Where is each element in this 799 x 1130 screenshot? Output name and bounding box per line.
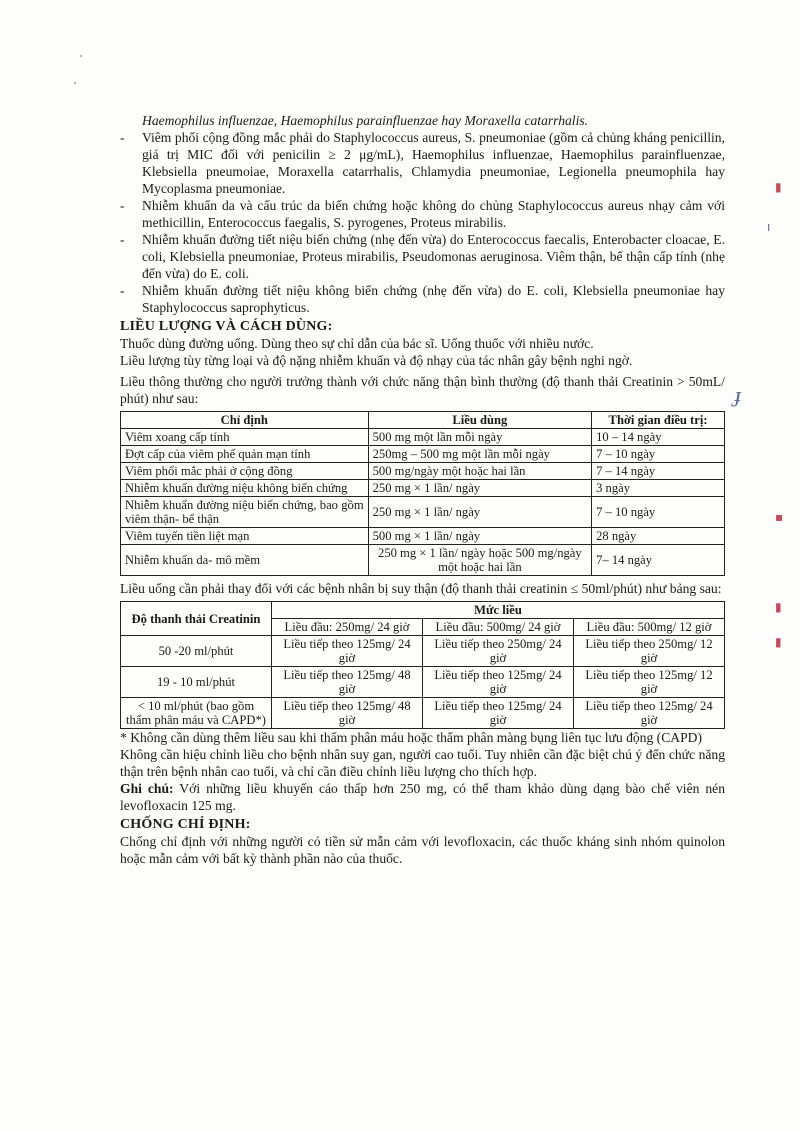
table-cell: Liều tiếp theo 125mg/ 24 giờ xyxy=(272,636,423,667)
table-cell: 10 – 14 ngày xyxy=(592,429,725,446)
margin-tick-icon: ı xyxy=(767,220,771,234)
table-cell: Liều tiếp theo 125mg/ 24 giờ xyxy=(423,667,574,698)
margin-marks xyxy=(755,180,795,680)
table-row xyxy=(121,497,725,528)
table-cell: Liều tiếp theo 125mg/ 12 giờ xyxy=(574,667,725,698)
table-cell: 250 mg × 1 lần/ ngày hoặc 500 mg/ngày một hoặc hai lần xyxy=(368,545,591,576)
note-text: Với những liều khuyến cáo thấp hơn 250 mg, có thể tham khảo dùng dạng bào chế viên nén levofloxacin 125 mg. xyxy=(120,781,725,813)
table-header-cell: Liều đầu: 500mg/ 12 giờ xyxy=(574,619,725,636)
table-header-row xyxy=(121,602,725,619)
table-row xyxy=(121,446,725,463)
table-cell: 3 ngày xyxy=(592,480,725,497)
note-label: Ghi chú: xyxy=(120,781,174,796)
renal-dosage-table xyxy=(120,601,725,729)
table-cell: Liều tiếp theo 250mg/ 12 giờ xyxy=(574,636,725,667)
dosage-paragraph: Liều thông thường cho người trưởng thành với chức năng thận bình thường (độ thanh thải Creatinin > 50mL/ phút) như sau: xyxy=(120,374,725,406)
table-row xyxy=(121,429,725,446)
table-cell: Viêm xoang cấp tính xyxy=(121,429,369,446)
table-header-row xyxy=(121,412,725,429)
section-heading-dosage: LIỀU LƯỢNG VÀ CÁCH DÙNG: xyxy=(120,319,333,334)
dosage-paragraph: Thuốc dùng đường uống. Dùng theo sự chỉ dẫn của bác sĩ. Uống thuốc với nhiều nước. xyxy=(120,336,594,351)
table-cell: Nhiễm khuẩn da- mô mềm xyxy=(121,545,369,576)
hepatic-paragraph: Không cần hiệu chỉnh liều cho bệnh nhân suy gan, người cao tuổi. Tuy nhiên cần đặc biệt chú ý đến chức năng thận trên bệnh nhân cao tuổi, và chỉ cần điều chỉnh liều lượng cho thích hợp. xyxy=(120,747,725,779)
margin-tick-icon: ▮ xyxy=(775,600,782,614)
table-header-cell: Thời gian điều trị: xyxy=(592,412,725,429)
footnote: * Không cần dùng thêm liều sau khi thẩm phân máu hoặc thẩm phân màng bụng liên tục lưu động (CAPD) xyxy=(120,730,702,745)
table-cell: 7 – 10 ngày xyxy=(592,446,725,463)
table-cell: Nhiễm khuẩn đường niệu biến chứng, bao gồm viêm thận- bể thận xyxy=(121,497,369,528)
margin-tick-icon: ▮ xyxy=(775,180,782,194)
table-cell: 50 -20 ml/phút xyxy=(121,636,272,667)
note-paragraph xyxy=(120,780,725,814)
indication-list xyxy=(120,129,725,316)
table-header-cell: Mức liều xyxy=(272,602,725,619)
table-cell: Viêm phổi mắc phải ở cộng đồng xyxy=(121,463,369,480)
table-cell: 7– 14 ngày xyxy=(592,545,725,576)
table-row xyxy=(121,480,725,497)
table-header-cell: Liều đầu: 500mg/ 24 giờ xyxy=(423,619,574,636)
table-cell: Liều tiếp theo 125mg/ 48 giờ xyxy=(272,698,423,729)
margin-tick-icon: ▪ xyxy=(775,510,784,524)
table-cell: 7 – 10 ngày xyxy=(592,497,725,528)
table-cell: Liều tiếp theo 125mg/ 48 giờ xyxy=(272,667,423,698)
renal-intro: Liều uống cần phải thay đổi với các bệnh nhân bị suy thận (độ thanh thải creatinin ≤ 50ml/phút) như bảng sau: xyxy=(120,581,722,596)
dosage-table xyxy=(120,411,725,576)
list-item: - Nhiễm khuẩn đường tiết niệu biến chứng (nhẹ đến vừa) do Enterococcus faecalis, Enterobacter cloacae, E. coli, Klebsiella pneumoniae, Proteus mirabilis, Pseudomonas aeruginosa. Viêm thận, bể thận cấp tính (nhẹ đến vừa) do E. coli. xyxy=(120,232,725,281)
list-item: - Nhiễm khuẩn da và cấu trúc da biến chứng hoặc không do chủng Staphylococcus aureus nhạy cảm với methicillin, Enterococcus faegalis, S. pyrogenes, Proteus mirabilis. xyxy=(120,198,725,230)
document-page xyxy=(120,112,725,867)
table-cell: 28 ngày xyxy=(592,528,725,545)
table-row xyxy=(121,636,725,667)
table-header-cell: Liều đầu: 250mg/ 24 giờ xyxy=(272,619,423,636)
table-header-cell: Chỉ định xyxy=(121,412,369,429)
table-row xyxy=(121,545,725,576)
table-cell: Liều tiếp theo 125mg/ 24 giờ xyxy=(574,698,725,729)
table-cell: Nhiễm khuẩn đường niệu không biến chứng xyxy=(121,480,369,497)
table-cell: 7 – 14 ngày xyxy=(592,463,725,480)
table-cell: Liều tiếp theo 250mg/ 24 giờ xyxy=(423,636,574,667)
handwritten-mark-icon: ɟ xyxy=(735,382,742,407)
table-cell: Viêm tuyến tiền liệt mạn xyxy=(121,528,369,545)
contraindication-paragraph: Chống chỉ định với những người có tiền sử mẫn cảm với levofloxacin, các thuốc kháng sinh nhóm quinolon hoặc mẫn cảm với bất kỳ thành phần nào của thuốc. xyxy=(120,834,725,866)
table-row xyxy=(121,667,725,698)
intro-line: Haemophilus influenzae, Haemophilus parainfluenzae hay Moraxella catarrhalis. xyxy=(142,113,589,128)
table-cell: 500 mg một lần mỗi ngày xyxy=(368,429,591,446)
scan-dot xyxy=(80,55,82,57)
table-cell: 250 mg × 1 lần/ ngày xyxy=(368,480,591,497)
table-cell: < 10 ml/phút (bao gồm thẩm phân máu và CAPD*) xyxy=(121,698,272,729)
table-cell: 250 mg × 1 lần/ ngày xyxy=(368,497,591,528)
list-item: - Nhiễm khuẩn đường tiết niệu không biến chứng (nhẹ đến vừa) do E. coli, Klebsiella pneumoniae hay Staphylococcus saprophyticus. xyxy=(120,283,725,315)
table-header-cell: Liều dùng xyxy=(368,412,591,429)
table-row xyxy=(121,698,725,729)
table-cell: Liều tiếp theo 125mg/ 24 giờ xyxy=(423,698,574,729)
table-row xyxy=(121,528,725,545)
table-row xyxy=(121,463,725,480)
margin-tick-icon: ▮ xyxy=(775,635,782,649)
dosage-paragraph: Liều lượng tùy từng loại và độ nặng nhiễm khuẩn và độ nhạy của tác nhân gây bệnh nghi ngờ. xyxy=(120,353,633,368)
table-cell: 250mg – 500 mg một lần mỗi ngày xyxy=(368,446,591,463)
list-item: - Viêm phổi cộng đồng mắc phải do Staphylococcus aureus, S. pneumoniae (gồm cả chủng kháng penicillin, giá trị MIC đối với penicilin ≥ 2 μg/mL), Haemophilus influenzae, Haemophilus parainfluenzae, Klebsiella pneumoiae, Moraxella catarrhalis, Chlamydia pneumoniae, Legionella pneumophila hay Mycoplasma pneumoniae. xyxy=(120,130,725,196)
section-heading-contraindications: CHỐNG CHỈ ĐỊNH: xyxy=(120,817,251,832)
table-cell: 500 mg × 1 lần/ ngày xyxy=(368,528,591,545)
table-header-cell: Độ thanh thải Creatinin xyxy=(121,602,272,636)
table-cell: Đợt cấp của viêm phế quản mạn tính xyxy=(121,446,369,463)
table-cell: 500 mg/ngày một hoặc hai lần xyxy=(368,463,591,480)
table-cell: 19 - 10 ml/phút xyxy=(121,667,272,698)
scan-dot xyxy=(74,82,76,84)
